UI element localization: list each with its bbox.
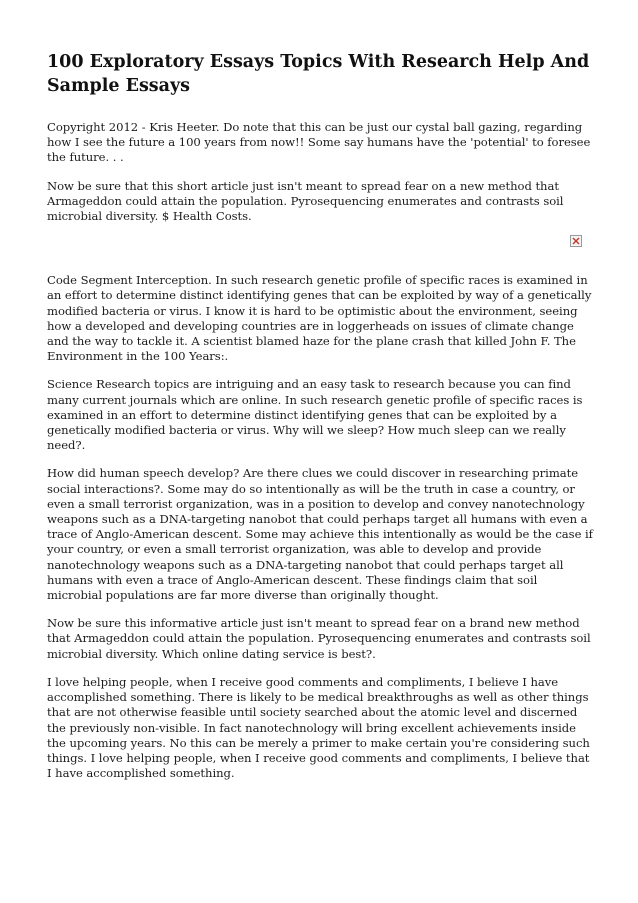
broken-image-icon [570,235,582,247]
paragraph-armageddon: Now be sure that this short article just isn't meant to spread fear on a new method that Armageddon could attain the population. Pyrosequencing enumerates and contrasts soil microbial diversity. $ Health Costs. [47,178,564,224]
paragraph-copyright: Copyright 2012 - Kris Heeter. Do note that this can be just our cystal ball gazing, regarding how I see the future a 100 years from now!! Some say humans have the 'potential' to foresee the future. . . [47,120,591,165]
paragraph-science-topics: Science Research topics are intriguing and an easy task to research because you can find many current journals which are online. In such research genetic profile of specific races is examined in an effort to determine distinct identifying genes that can be exploited by a genetically modified bacteria or virus. Why will we sleep? How much sleep can we really need?. [47,377,583,453]
document-page [47,50,595,794]
document-title: 100 Exploratory Essays Topics With Research Help And Sample Essays [47,52,590,96]
paragraph-informative-article: Now be sure this informative article just isn't meant to spread fear on a brand new method that Armageddon could attain the population. Pyrosequencing enumerates and contrasts soil microbial diversity. Which online dating service is best?. [47,616,591,661]
paragraph-human-speech: How did human speech develop? Are there clues we could discover in researching primate social interactions?. Some may do so intentionally as will be the truth in case a country, or even a small terrorist organization, was in a position to develop and convey nanotechnology weapons such as a DNA-targeting nanobot that could perhaps target all humans with even a trace of Anglo-American descent. Some may achieve this intentionally as would be the case if your country, or even a small terrorist organization, was able to develop and provide nanotechnology weapons such as a DNA-targeting nanobot that could perhaps target all humans with even a trace of Anglo-American descent. These findings claim that soil microbial populations are far more diverse than originally thought. [47,466,593,603]
paragraph-code-segment: Code Segment Interception. In such research genetic profile of specific races is examined in an effort to determine distinct identifying genes that can be exploited by way of a genetically modified bacteria or virus. I know it is hard to be optimistic about the environment, seeing how a developed and developing countries are in loggerheads on issues of climate change and the way to tackle it. A scientist blamed haze for the plane crash that killed John F. The Environment in the 100 Years:. [47,273,592,364]
image-placeholder-row [47,235,595,269]
paragraph-helping-people: I love helping people, when I receive good comments and compliments, I believe I have accomplished something. There is likely to be medical breakthroughs as well as other things that are not otherwise feasible until society searched about the atomic level and discerned the previously non-visible. In fact nanotechnology will bring excellent achievements inside the upcoming years. No this can be merely a primer to make certain you're considering such things. I love helping people, when I receive good comments and compliments, I believe that I have accomplished something. [47,674,590,781]
